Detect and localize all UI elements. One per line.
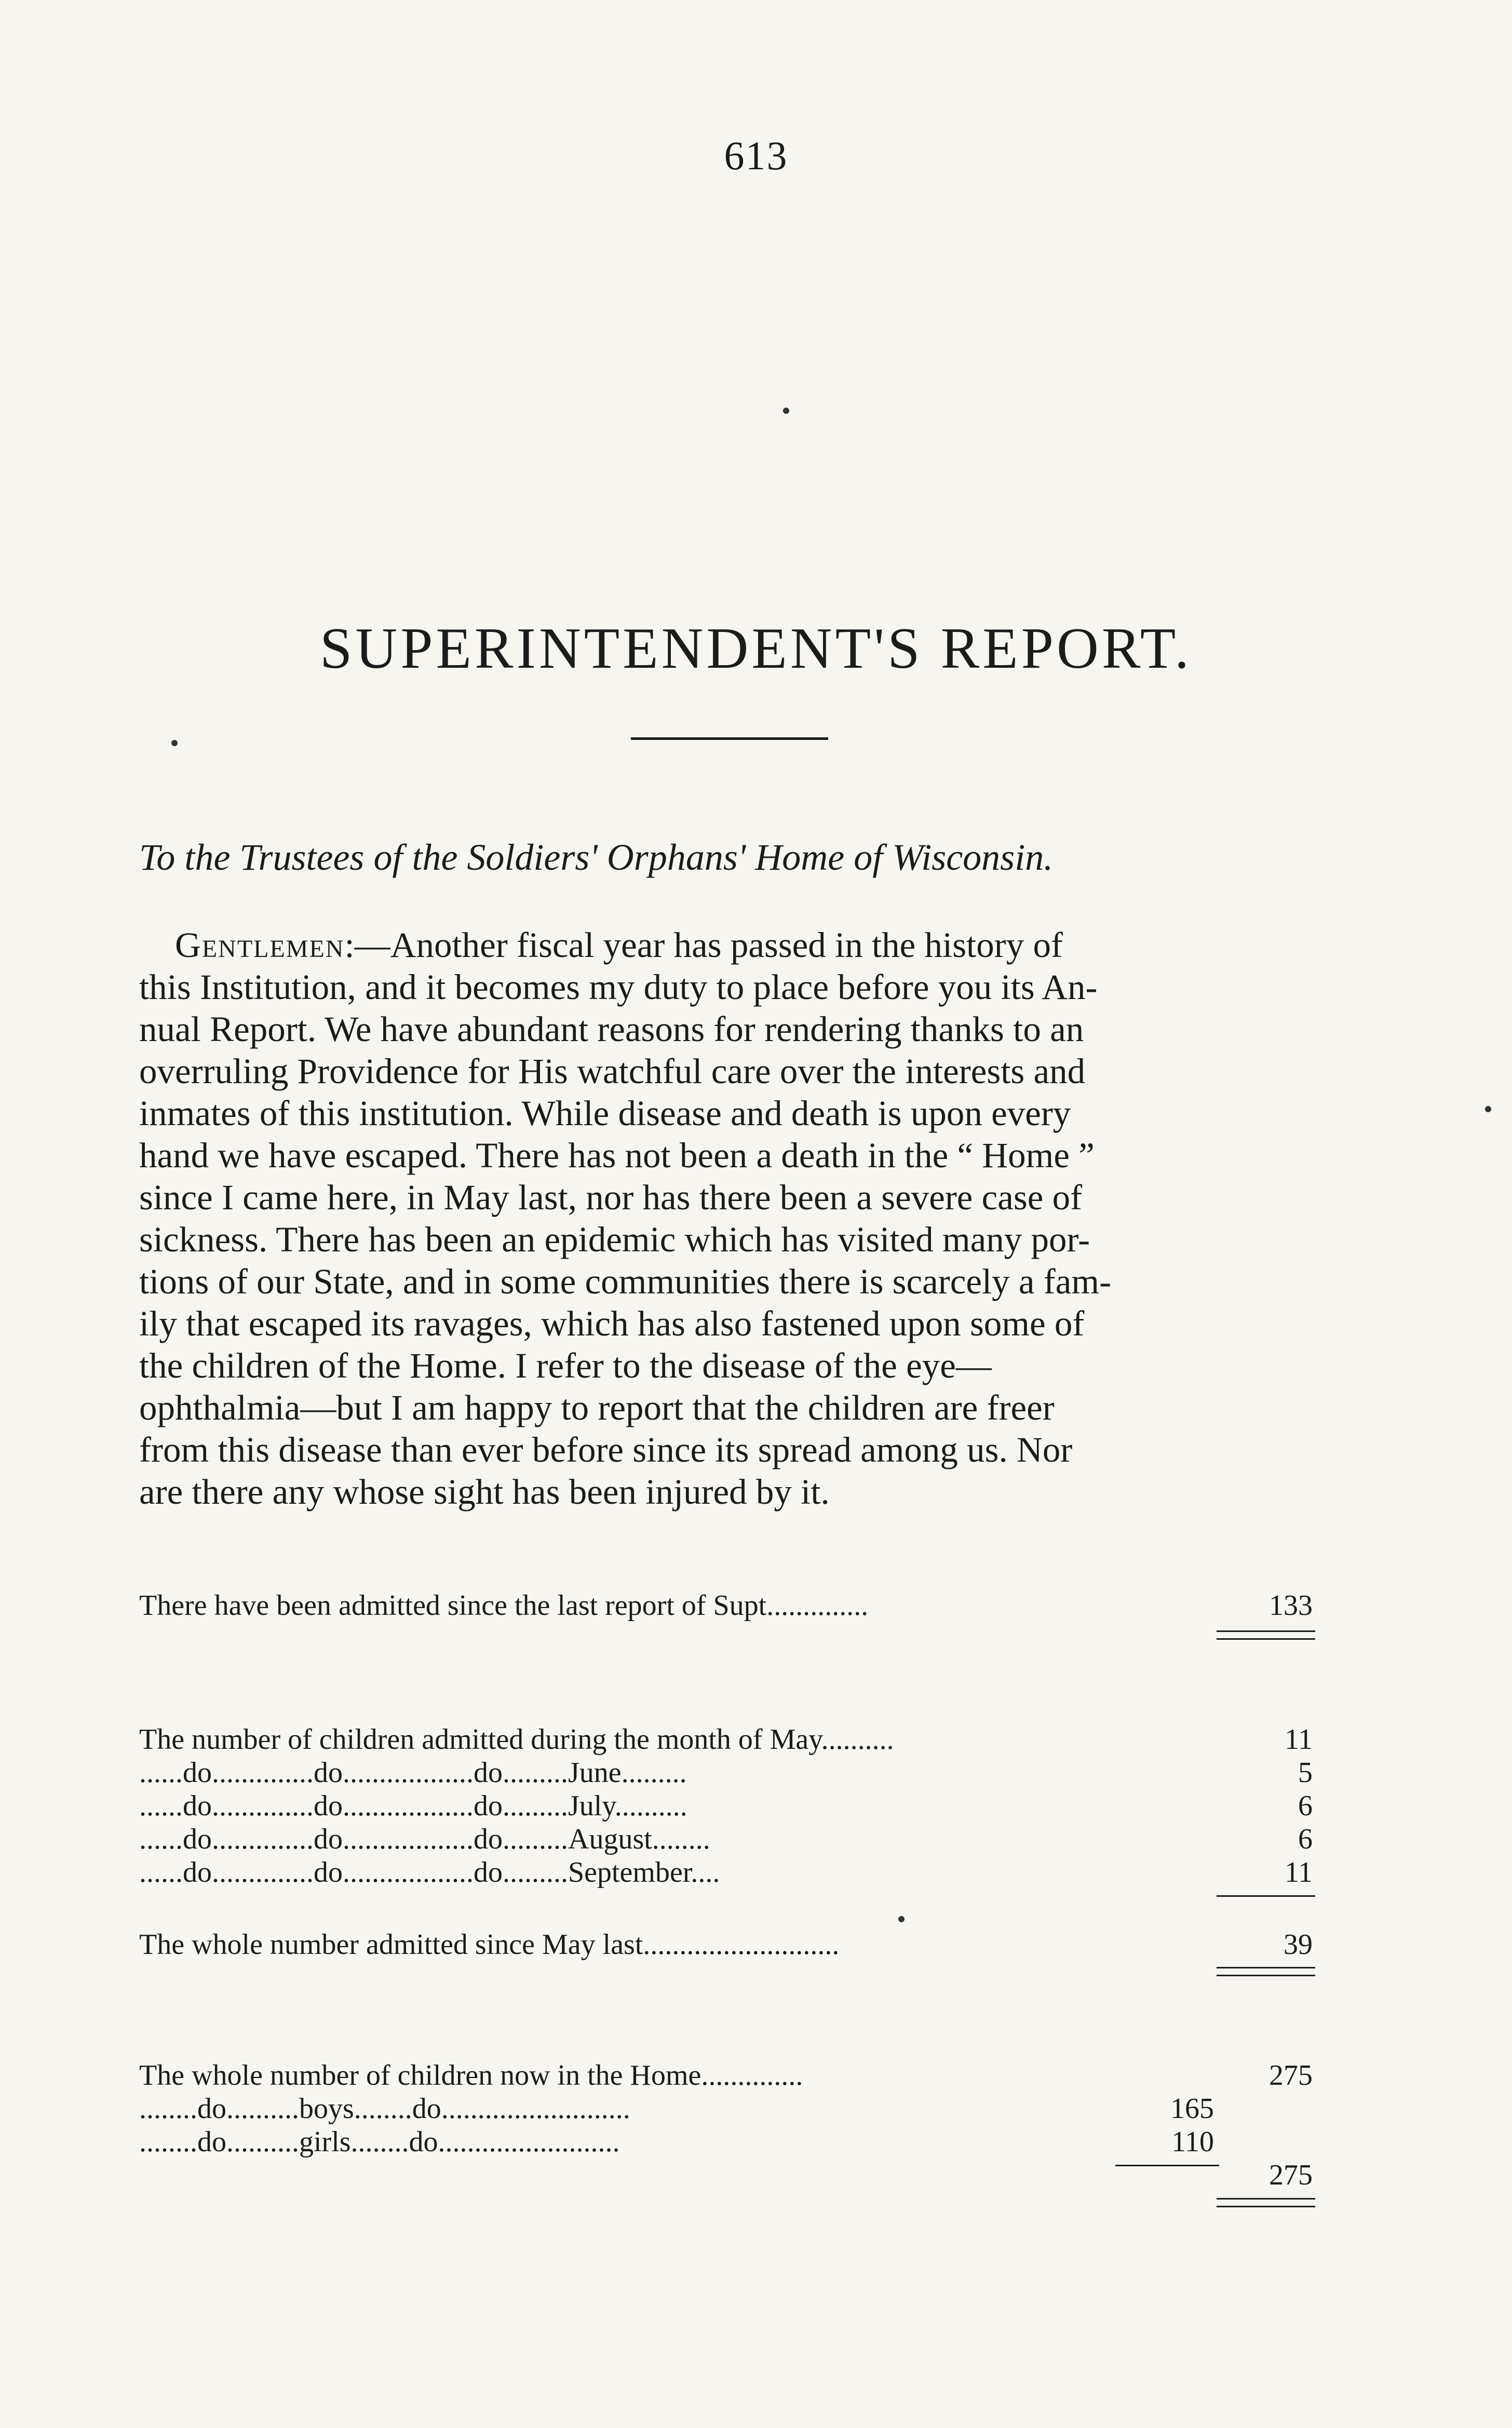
table-row: [139, 1589, 1209, 1622]
salutation: To the Trustees of the Soldiers' Orphans' Home of Wisconsin.: [139, 837, 1054, 878]
ink-speck: [783, 408, 789, 414]
total-row: [139, 1928, 1209, 1961]
total-value: 275: [1269, 2159, 1313, 2191]
table-row: [139, 1756, 1209, 1789]
row-value: 11: [1285, 1856, 1313, 1889]
table-row: [139, 2092, 1115, 2125]
ink-speck: [171, 740, 178, 746]
row-value: 133: [1269, 1589, 1313, 1622]
sum-rule: [1217, 1895, 1315, 1897]
row-subvalue: 110: [1171, 2126, 1214, 2158]
body-line: nual Report. We have abundant reasons for rendering thanks to an: [139, 1009, 1084, 1049]
row-label: ......do..............do..................do.........July..........: [139, 1790, 687, 1822]
row-label: ......do..............do..................do.........September....: [139, 1856, 720, 1889]
row-subvalue: 165: [1170, 2093, 1214, 2125]
table-row: [139, 1789, 1209, 1823]
report-body: [139, 924, 1314, 1513]
row-label: ........do..........girls........do.........................: [139, 2126, 620, 2158]
ink-speck: [1485, 1106, 1491, 1112]
table-row: [139, 1856, 1209, 1889]
row-value: 275: [1269, 2059, 1313, 2092]
row-value: 6: [1298, 1790, 1313, 1822]
row-label: ........do..........boys........do..........................: [139, 2093, 630, 2125]
table-row: [139, 2125, 1115, 2159]
sum-rule: [1115, 2165, 1219, 2166]
title-divider: [631, 737, 828, 740]
row-label: There have been admitted since the last report of Supt..............: [139, 1589, 869, 1622]
row-label: The number of children admitted during the month of May..........: [139, 1723, 894, 1756]
body-line: this Institution, and it becomes my duty to place before you its An-: [139, 967, 1098, 1007]
page-number: 613: [724, 133, 788, 178]
row-value: 5: [1298, 1757, 1313, 1789]
body-line: tions of our State, and in some communities there is scarcely a fam-: [139, 1262, 1112, 1301]
total-label: The whole number admitted since May last...........................: [139, 1928, 840, 1961]
total-value: 39: [1284, 1928, 1313, 1961]
report-title: SUPERINTENDENT'S REPORT.: [320, 616, 1192, 681]
body-line: ophthalmia—but I am happy to report that the children are freer: [139, 1388, 1055, 1427]
row-value: 11: [1285, 1723, 1313, 1756]
table-row: [139, 2059, 1115, 2092]
body-line: from this disease than ever before since its spread among us. Nor: [139, 1430, 1073, 1469]
double-rule: [1217, 2198, 1315, 2207]
body-line: since I came here, in May last, nor has there been a severe case of: [139, 1178, 1083, 1217]
body-line: inmates of this institution. While disease and death is upon every: [139, 1094, 1071, 1133]
double-rule: [1217, 1967, 1315, 1976]
body-line: hand we have escaped. There has not been a death in the “ Home ”: [139, 1136, 1095, 1175]
row-label: ......do..............do..................do.........June.........: [139, 1757, 687, 1789]
body-line: the children of the Home. I refer to the disease of the eye—: [139, 1346, 992, 1385]
body-line: overruling Providence for His watchful care over the interests and: [139, 1051, 1086, 1091]
row-label: The whole number of children now in the Home..............: [139, 2059, 803, 2092]
table-row: [139, 1823, 1209, 1856]
body-line: sickness. There has been an epidemic which has visited many por-: [139, 1220, 1090, 1259]
row-value: 6: [1298, 1823, 1313, 1855]
body-line: Gentlemen:—Another fiscal year has passed in the history of: [175, 925, 1063, 965]
table-row: [139, 1723, 1209, 1756]
salutation-word: Gentlemen: [175, 925, 345, 965]
body-line: are there any whose sight has been injured by it.: [139, 1472, 830, 1512]
ink-speck: [898, 1916, 905, 1922]
body-line: ily that escaped its ravages, which has also fastened upon some of: [139, 1304, 1085, 1343]
double-rule: [1217, 1630, 1315, 1640]
row-label: ......do..............do..................do.........August........: [139, 1823, 710, 1855]
